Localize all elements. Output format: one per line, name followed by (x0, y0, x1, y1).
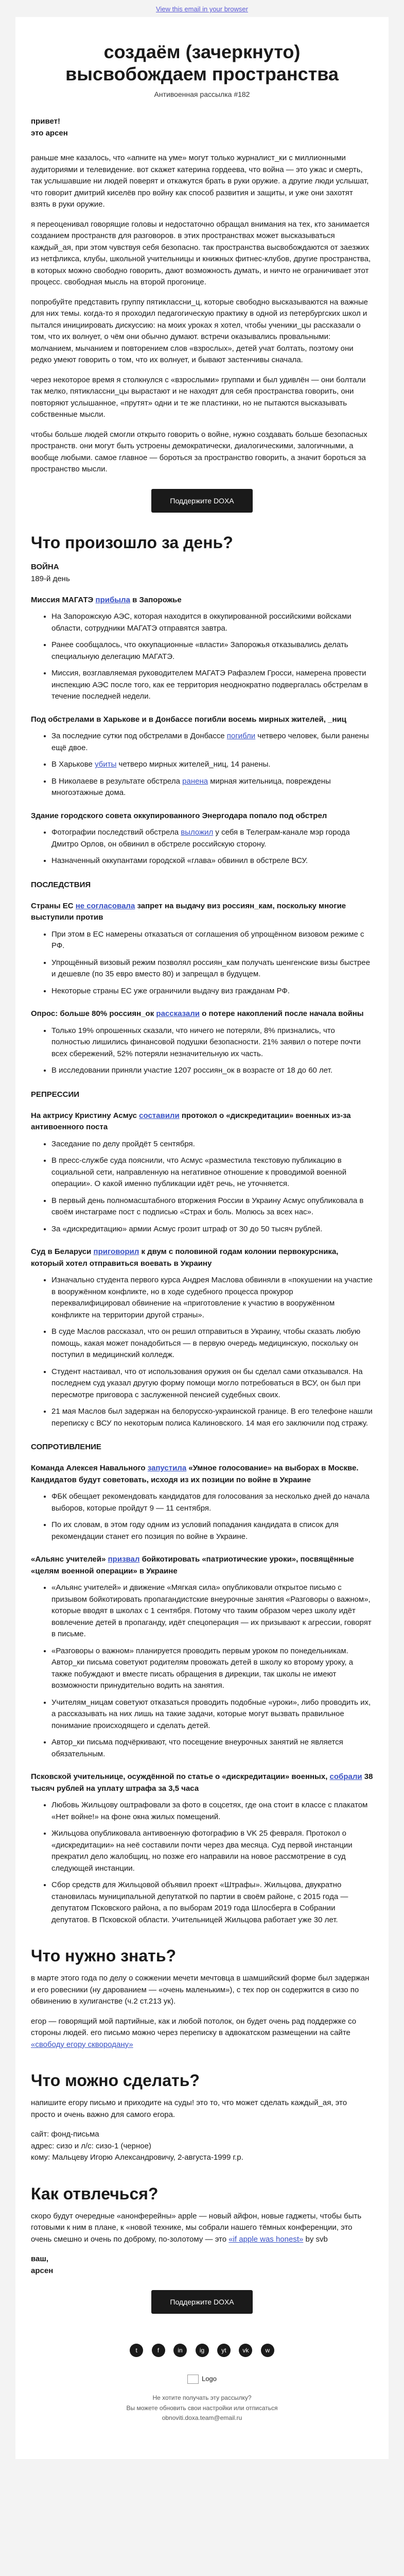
letter-site: сайт: фонд-письма (31, 2130, 99, 2139)
source-link[interactable]: погибли (226, 732, 256, 741)
list-item: • На Запорожскую АЭС, которая находится в оккупированной российскими войсками области, сотрудники МАГАТЭ отправятся завтра. (51, 611, 373, 634)
list-item (51, 731, 373, 754)
footer-preferences-text: Вы можете обновить свои настройки или отписаться (126, 2404, 278, 2412)
news-lead-belarus (31, 1246, 373, 1269)
list-item: • Только 19% опрошенных сказали, что ничего не потеряли, 8% признались, что полностью лишились финансовой подушки безопасности. 21% заявил о потере почти всех сбережений, 52% потеряли незначительную их часть. (51, 1025, 373, 1060)
lead-text: Псковской учительнице, осуждённой по статье о «дискредитации» военных, (31, 1772, 330, 1782)
list-item: • В пресс-службе суда пояснили, что Асмус «разместила текстовую публикацию в социальной сети, направленную на негативное отношение к проводимой военной операции». О какой именно публикации идёт речь, не уточняется. (51, 1155, 373, 1190)
news-list-poll (31, 1025, 373, 1077)
paragraph-text: егор — говорящий мой партийные, как и любой потолок, он будет очень рад поддержке со стороны людей. его письмо можно через переписку в адвокатском размещении на сайте (31, 2016, 357, 2038)
source-link[interactable]: призвал (108, 1555, 140, 1564)
source-link[interactable]: составили (139, 1111, 180, 1120)
signature (31, 2253, 373, 2277)
lead-text: в Запорожье (130, 595, 182, 604)
list-item: • Автор_ки письма подчёркивают, что посещение внеурочных занятий не является обязательным. (51, 1737, 373, 1760)
website-icon[interactable]: w (261, 2344, 274, 2357)
lead-text: Миссия МАГАТЭ (31, 595, 96, 604)
news-lead-asmus (31, 1110, 373, 1133)
section-heading-relax: Как отвлечься? (31, 2184, 159, 2203)
footer-logo (31, 2362, 373, 2389)
newsletter-title: создаём (зачеркнуто) высвобождаем пространства (65, 41, 339, 85)
footer-email: obnoviti.doxa.team@email.ru (162, 2414, 242, 2421)
list-item: • 21 мая Маслов был задержан на белорусско-украинской границе. В его телефоне нашли переписку с ВСУ по некоторым полиса Калиновского. 14 мая его заключили под стражу. (51, 1406, 373, 1429)
greeting-line: привет! (31, 117, 60, 126)
subsection-war: ВОЙНА (31, 562, 59, 571)
cta-block (31, 489, 373, 513)
list-item: • В исследовании приняли участие 1207 россиян_ок в возрасте от 18 до 60 лет. (51, 1065, 373, 1077)
view-in-browser-bar (0, 0, 404, 17)
item-text: четверо мирных жителей_ниц, 14 ранены. (116, 760, 271, 769)
list-item: • Любовь Жильцову оштрафовали за фото в соцсетях, где она стоит в классе с плакатом «Нет войне!» на фоне окна жилых помещений. (51, 1800, 373, 1823)
source-link[interactable]: приговорил (93, 1247, 139, 1257)
news-list-pskov (31, 1800, 373, 1926)
signature-name: арсен (31, 2266, 54, 2275)
greeting-author: это арсен (31, 128, 68, 138)
support-doxa-button[interactable]: Поддержите DOXA (151, 2290, 252, 2314)
section-heading-know: Что нужно знать? (31, 1946, 177, 1965)
item-text: Назначенный оккупантами городской «глава» обвинил в обстреле ВСУ. (51, 856, 308, 866)
source-link[interactable]: запустила (147, 1464, 187, 1473)
lead-text: Команда Алексея Навального (31, 1464, 148, 1473)
footer (31, 2389, 373, 2444)
image-placeholder-icon (187, 2375, 199, 2384)
lead-text: Суд в Беларуси (31, 1247, 94, 1257)
subsection-consequences: ПОСЛЕДСТВИЯ (31, 880, 91, 889)
source-link[interactable]: собрали (329, 1772, 362, 1782)
source-link[interactable]: не согласовала (75, 901, 135, 910)
logo-label: Logo (202, 2375, 217, 2383)
list-item (51, 776, 373, 799)
lead-text: На актрису Кристину Асмус (31, 1111, 139, 1120)
item-text: Фотографии последствий обстрела (51, 828, 181, 837)
item-text: мирная жительница, повреждены многоэтажные дома. (51, 776, 331, 798)
paragraph-text: by svb (303, 2234, 328, 2244)
list-item (51, 855, 373, 867)
list-item: • Учителям_ницам советуют отказаться проводить подобные «уроки», либо проводить их, а рассказывать на них лишь на такие задачи, которые могут вызвать правильное понимание происходящего и сделать детей. (51, 1697, 373, 1732)
list-item: • Миссия, возглавляемая руководителем МАГАТЭ Рафаэлем Гросси, намерена провести инспекцию АЭС после того, как ее территория неоднократно подвергалась обстрелам в течение последней недели. (51, 668, 373, 703)
greeting (31, 116, 373, 139)
list-item: • Студент настаивал, что от использования оружия он бы сделал сами отказывался. На последнем суд указал другую форму помощи могло потребоваться в ВСУ, он был при пересмотре приговора с заслуженной пенсией судебных своих. (51, 1366, 373, 1401)
list-item (51, 827, 373, 850)
news-list-kharkiv (31, 731, 373, 799)
source-link[interactable]: рассказали (156, 1009, 200, 1019)
know-paragraph: в марте этого года по делу о сожжении мечети мечтовца в шамшийский форме был задержан и его ровесники (ну дарованием — «очень маленьким»), с тех пор он содержится в сизо по обвинению в хулиганстве (ч.2 ст.213 ук). (31, 1974, 370, 2006)
cando-paragraph: напишите егору письмо и приходите на суды! это то, что может сделать каждый_ая, это просто и очень важно для самого егора. (31, 2098, 347, 2119)
facebook-icon[interactable]: f (152, 2344, 165, 2357)
view-in-browser-link[interactable]: View this email in your browser (156, 5, 248, 13)
support-doxa-button[interactable]: Поддержите DOXA (151, 489, 252, 513)
lead-text: бойкотировать «патриотические уроки», посвящённые «целям военной операции» в Украине (31, 1555, 354, 1575)
lead-text: Страны ЕС (31, 901, 76, 910)
section-heading-cando: Что можно сделать? (31, 2071, 200, 2090)
news-lead-zaes (31, 595, 373, 606)
war-day: 189-й день (31, 574, 70, 583)
item-text: четверо человек, были ранены ещё двое. (51, 732, 369, 752)
lead-text: «Умное голосование» на выборах в Москве. Кандидатов будут советовать, исходя из их позиции по войне в Украине (31, 1464, 359, 1484)
intro-paragraph: я переоценивал говорящие головы и недостаточно обращал внимания на тех, кто занимается созданием пространств для разговоров. в этих пространствах может высказываться каждый_ая, при этом чувствуя себя безопасно. так пространства высвобождаются от заезжих из нетфликса, клубы, школьной учительницы и книжных фитнес-клубов, другие пространства, в которых можно свободно говорить, дают возможность думать, и ничто не ограничивает этот процесс. свободная мысль на второй прогонице. (31, 219, 371, 287)
news-lead-visas (31, 901, 373, 924)
news-list-navalny (31, 1491, 373, 1543)
linkedin-icon[interactable]: in (173, 2344, 187, 2357)
support-site-link[interactable]: «свободу егору сквородану» (31, 2040, 133, 2049)
list-item: • При этом в ЕС намерены отказаться от соглашения об упрощённом визовом режиме с РФ. (51, 929, 373, 952)
list-item: • Упрощённый визовый режим позволял россиян_кам получать шенгенские визы быстрее и дешевле (по 35 евро вместо 80) и запрещал в будущем. (51, 957, 373, 980)
email-body (15, 17, 389, 2459)
list-item: • За «дискредитацию» армии Асмус грозит штраф от 30 до 50 тысяч рублей. (51, 1224, 373, 1235)
news-list-teachers (31, 1582, 373, 1760)
footer-unsubscribe-text: Не хотите получать эту рассылку? (152, 2394, 252, 2402)
news-lead-navalny (31, 1463, 373, 1486)
news-lead-kharkiv: Под обстрелами в Харькове и в Донбассе погибли восемь мирных жителей, _ниц (31, 715, 346, 724)
source-link[interactable]: выложил (181, 828, 214, 837)
list-item: • «Разговоры о важном» планируется проводить первым уроком по понедельникам. Автор_ки письма советуют родителям провожать детей в школу ко второму уроку, а также побуждают и вместе писать обращения в дирекции, так школы не имеют возможности принудительно водить на занятия. (51, 1646, 373, 1692)
lead-text: протокол о «дискредитации» военных из-за антивоенного поста (31, 1111, 351, 1132)
item-text: у себя в Телеграм-канале мэр города Дмитро Орлов, он обвинил в обстреле российскую сторону. (51, 828, 350, 849)
list-item: • По их словам, в этом году одним из условий попадания кандидата в список для рекомендации станет его позиция по войне в Украине. (51, 1519, 373, 1543)
subsection-resistance: СОПРОТИВЛЕНИЕ (31, 1443, 101, 1452)
subsection-repressions: РЕПРЕССИИ (31, 1090, 80, 1099)
relax-paragraph (31, 2211, 373, 2246)
item-text: За последние сутки под обстрелами в Донбассе (51, 732, 227, 741)
telegram-icon[interactable]: t (130, 2344, 143, 2357)
youtube-icon[interactable]: yt (217, 2344, 231, 2357)
source-link[interactable]: убиты (95, 760, 117, 769)
source-link[interactable]: ранена (182, 776, 208, 786)
letter-recipient: кому: Мальцеву Игорю Александровичу, 2-августа-1999 г.р. (31, 2153, 243, 2162)
signature-line: ваш, (31, 2255, 49, 2264)
intro-paragraph: через некоторое время я столкнулся с «взрослыми» группами и был удивлён — они болтали так мелко, пятиклассни_цы вырастают и не находят для себя пространства говорить, они повторяют услышанное, «прутят» одни и те же пластинки, но не пытаются высказывать собственные мысли. (31, 375, 366, 419)
vk-icon[interactable]: vk (239, 2344, 252, 2357)
source-link[interactable]: прибыла (95, 595, 130, 604)
list-item: • Жильцова опубликовала антивоенную фотографию в VK 25 февраля. Протокол о «дискредитации» на неё составили почти через два месяца. Суд первой инстанции прекратил дело жалобщиц, но позже его направили на новое рассмотрение в суд следующей инстанции. (51, 1828, 373, 1874)
letter-address: адрес: сизо и л/с: сизо-1 (черное) (31, 2141, 151, 2150)
issue-number: Антивоенная рассылка #182 (154, 90, 250, 99)
item-text: В Николаеве в результате обстрела (51, 776, 183, 786)
lead-text: к двум с половиной годам колонии первокурсника, который хотел отправиться воевать в Украину (31, 1247, 339, 1268)
video-link[interactable]: «if apple was honest» (229, 2234, 304, 2244)
lead-text: Опрос: больше 80% россиян_ок (31, 1009, 156, 1019)
know-paragraph (31, 2016, 373, 2051)
paragraph-text: скоро будут очередные «анонферейны» apple — новый айфон, новые гаджеты, чтобы быть готовыми к ним в плане, к «новой технике, мы собрали нашего тёмных конференции, это очень смешно и очень по доброму, по-золотому — это (31, 2211, 362, 2244)
list-item: • ФБК обещает рекомендовать кандидатов для голосования за несколько дней до начала выборов, которые пройдут 9 — 11 сентября. (51, 1491, 373, 1514)
intro-paragraph: раньше мне казалось, что «апните на уме» могут только журналист_ки с миллионными аудиториями и телевидение. вот скажет катерина гордеева, что война — это ужас и смерть, так услышавшие ни людей поверят и откажутся брать в руки оружие. а другие люди услышат, что говорит дмитрий киселёв про войну как способ развития и защиты, и уже они захотят взять в руки оружие. (31, 154, 369, 209)
list-item: • «Альянс учителей» и движение «Мягкая сила» опубликовали открытое письмо с призывом бойкотировать пропагандистские внеурочные занятия «Разговоры о важном», которые вводят в школах с 1 сентября. Потому что таким образом через школу идёт вовлечение детей в пропаганду, идёт спецоперация — их призывают к агрессии, говорят в письме. (51, 1582, 373, 1640)
news-list-asmus (31, 1139, 373, 1235)
intro-paragraph: попробуйте представить группу пятиклассни_ц, которые свободно высказываются на важные для них темы. когда-то я проходил педагогическую практику в одной из петербургских школ и пытался инициировать дискуссию: на моих уроках я хотел, чтобы ученики_цы рассказали о том, что их волнует, о чём они обычно думают. встречи оказывались провальными: молчанием, мычанием и повторением слов «взрослых», детей учат болтать, поэтому они редко умеют говорить о том, что их волнует, и бывают застенчивы сначала. (31, 297, 368, 365)
list-item: • Ранее сообщалось, что оккупационные «власти» Запорожья отказывались делать специальную делегацию МАГАТЭ. (51, 639, 373, 663)
news-list-zaes (31, 611, 373, 703)
list-item: • Изначально студента первого курса Андрея Маслова обвиняли в «покушении на участие в вооружённом конфликте, но в ходе судебного процесса прокурор переквалифицировал обвинение на «приготовление к участию в вооружённом конфликте на территории другой страны». (51, 1275, 373, 1321)
list-item: • Некоторые страны ЕС уже ограничили выдачу виз гражданам РФ. (51, 986, 373, 997)
news-lead-poll (31, 1008, 373, 1020)
list-item: • В первый день полномасштабного вторжения России в Украину Асмус опубликовала в своём инстаграме пост с подписью «Страх и боль. Молюсь за всех нас». (51, 1195, 373, 1218)
section-heading-war: Что произошло за день? (31, 533, 233, 552)
list-item: • В суде Маслов рассказал, что он решил отправиться в Украину, чтобы сказать любую помощь, какая может понадобиться — в первую очередь медицинскую, поскольку он поступил в медицинский колледж. (51, 1326, 373, 1361)
news-list-belarus (31, 1275, 373, 1429)
cta-block-bottom (31, 2290, 373, 2314)
social-links (31, 2329, 373, 2362)
item-text: В Харькове (51, 760, 95, 769)
list-item: • Заседание по делу пройдёт 5 сентября. (51, 1139, 373, 1150)
news-list-visas (31, 929, 373, 997)
instagram-icon[interactable]: ig (196, 2344, 209, 2357)
list-item: • Сбор средств для Жильцовой объявил проект «Штрафы». Жильцова, двукратно становилась муниципальной депутаткой по партии в своём районе, с 2015 года — депутатом Псковского района, а по выборам 2019 года Шлосберга в Собрании депутатов. В Псковской области. Учительницей Жильцова работает уже 30 лет. (51, 1879, 373, 1926)
lead-text: 38 тысяч рублей на уплату штрафа за 3,5 часа (31, 1772, 373, 1793)
lead-text: запрет на выдачу виз россиян_кам, поскольку многие выступили против (31, 901, 346, 922)
cando-details (31, 2129, 373, 2164)
lead-text: о потере накоплений после начала войны (199, 1009, 364, 1019)
lead-text: «Альянс учителей» (31, 1555, 108, 1564)
intro-paragraph: чтобы больше людей смогли открыто говорить о войне, нужно создавать больше безопасных пространств. они могут быть устроены демократически, диалогическими, залогичными, а вообще любыми. самое главное — бороться за пространство говорить, а значит бороться за пространство мысли. (31, 430, 367, 474)
news-lead-enerhodar: Здание городского совета оккупированного Энергодара попало под обстрел (31, 811, 327, 820)
list-item (51, 759, 373, 771)
news-lead-teachers (31, 1554, 373, 1577)
news-list-enerhodar (31, 827, 373, 867)
news-lead-pskov (31, 1771, 373, 1794)
